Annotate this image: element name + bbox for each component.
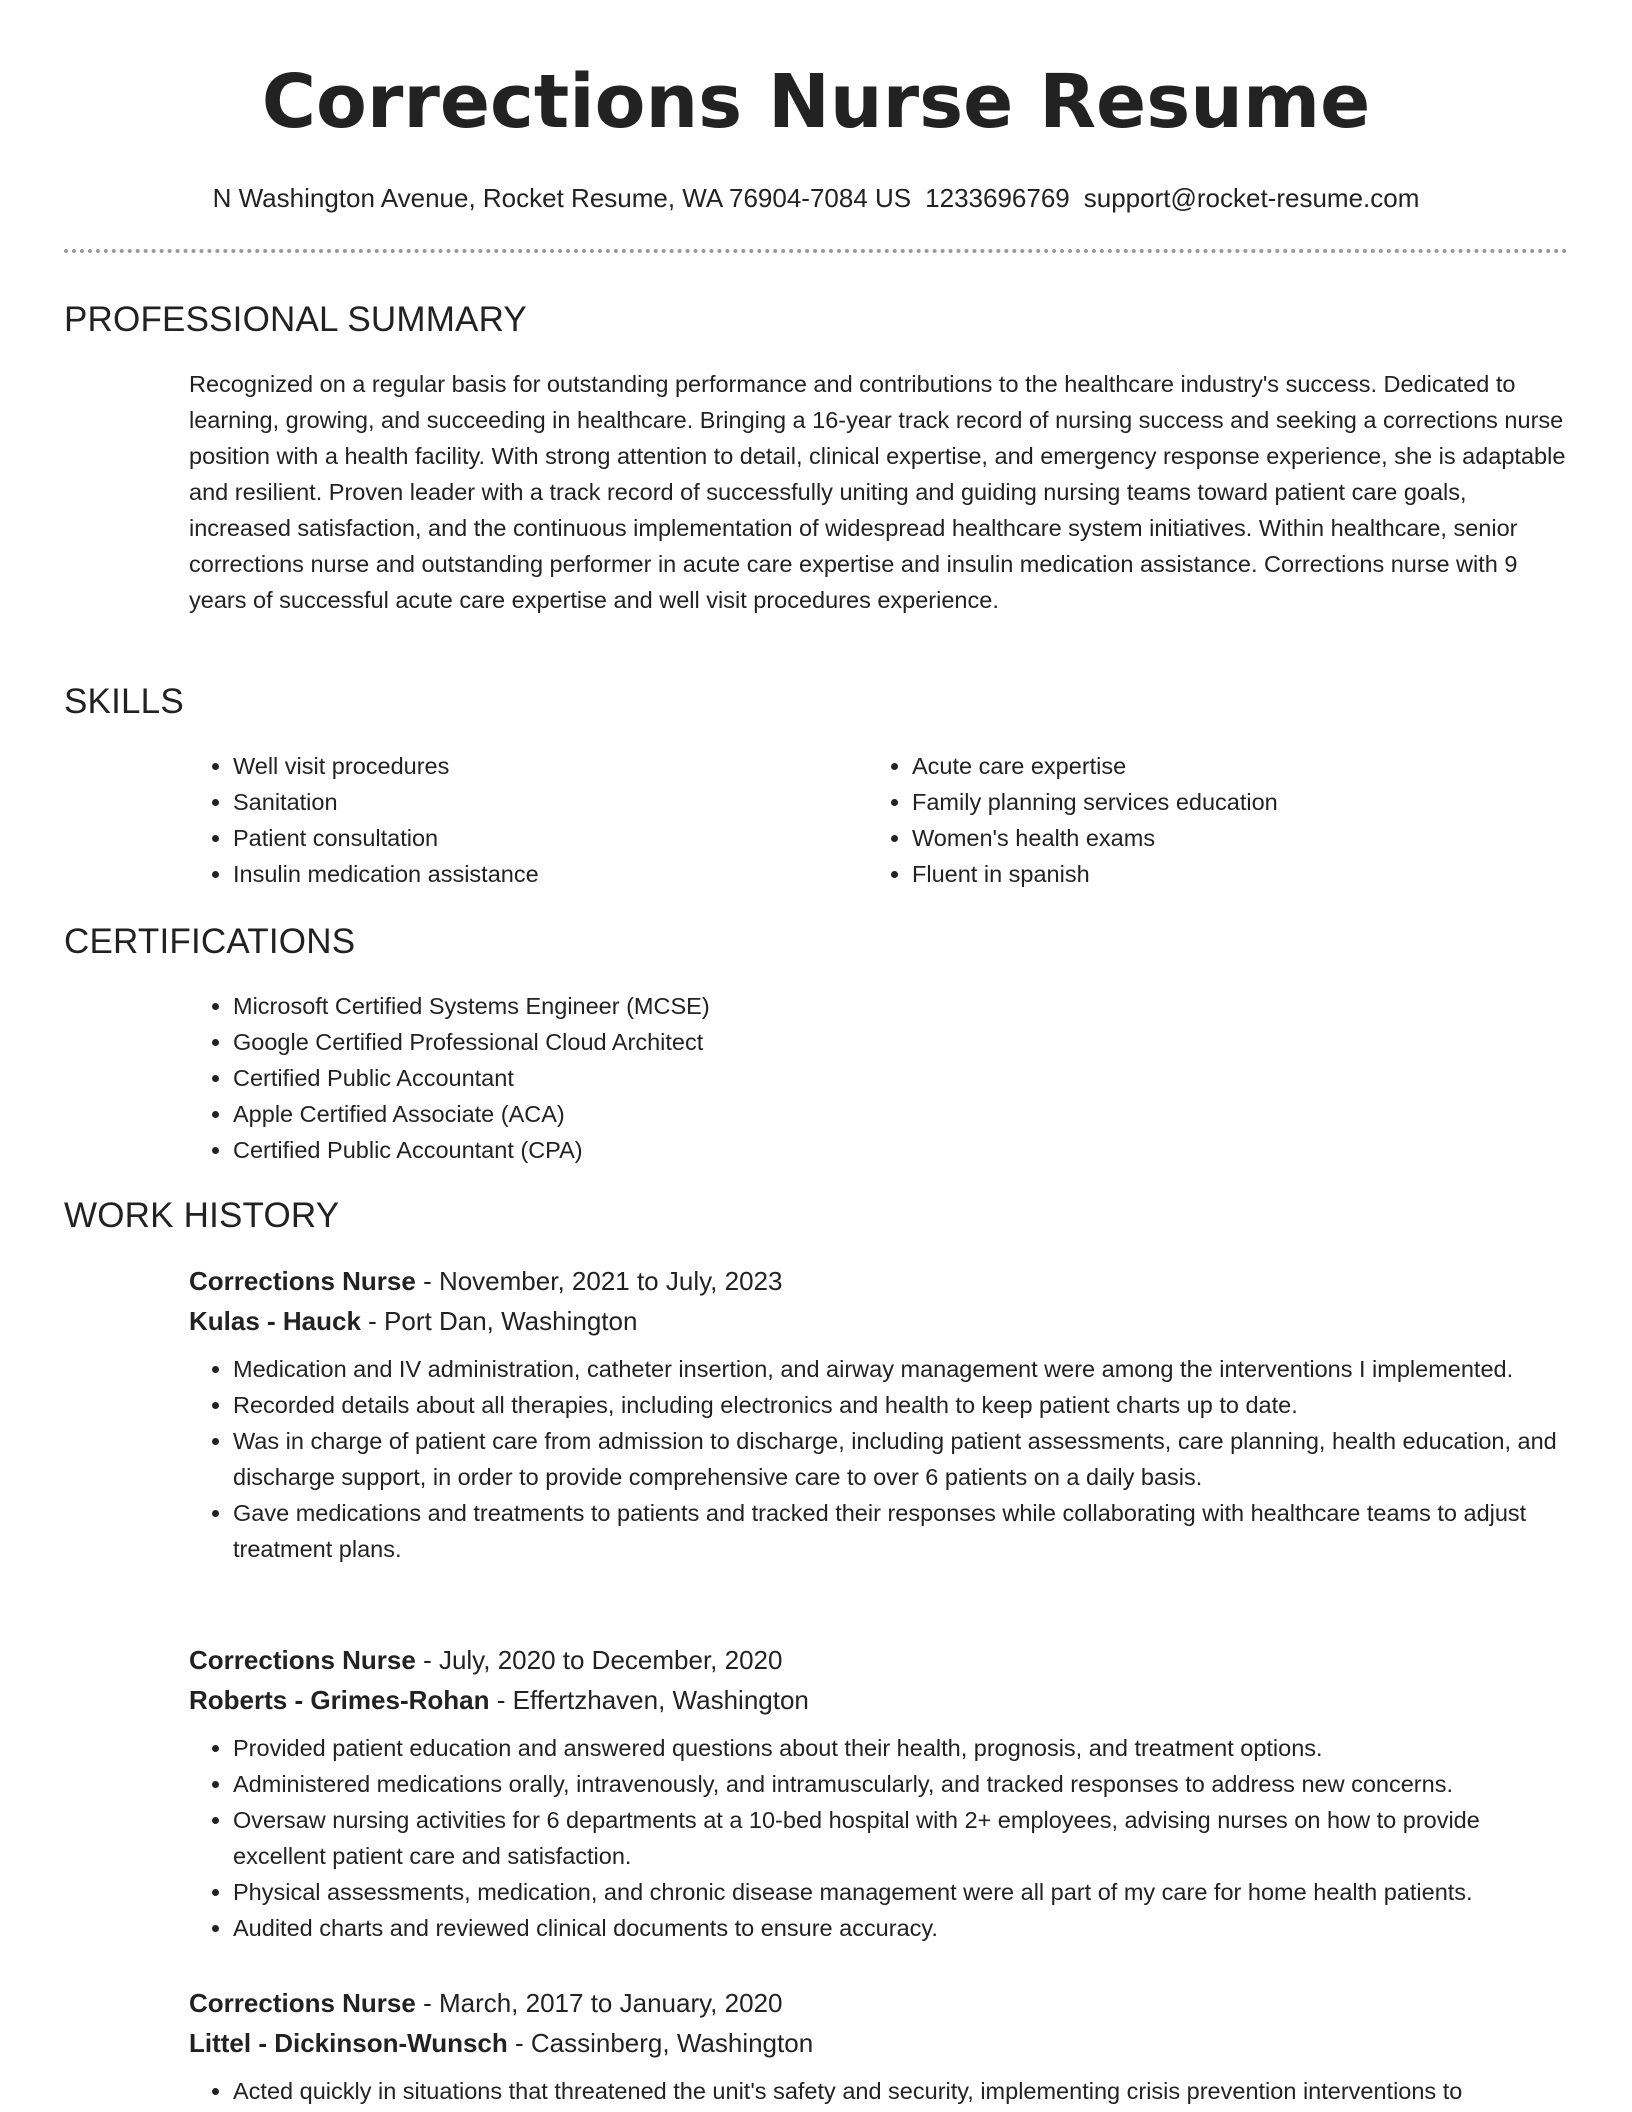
job-title: Corrections Nurse bbox=[189, 1988, 416, 2018]
contact-phone: 1233696769 bbox=[925, 183, 1070, 213]
job-dates: - July, 2020 to December, 2020 bbox=[415, 1645, 783, 1675]
skill-item: • Sanitation bbox=[233, 784, 829, 820]
job-bullet: • Was in charge of patient care from admission to discharge, including patient assessments, care planning, health education, and discharge support, in order to provide comprehensive care to over 6 patients on a daily basis. bbox=[233, 1423, 1569, 1495]
certification-item: • Apple Certified Associate (ACA) bbox=[233, 1096, 1289, 1132]
skill-item: • Fluent in spanish bbox=[912, 856, 1508, 892]
job-bullet: • Medication and IV administration, catheter insertion, and airway management were among the interventions I implemented. bbox=[233, 1351, 1569, 1387]
contact-address: N Washington Avenue, Rocket Resume, WA 76904-7084 US bbox=[212, 183, 912, 213]
summary-text: Recognized on a regular basis for outstanding performance and contributions to the healthcare industry's success. Dedicated to learning, growing, and succeeding in healthcare. Bringing a 16-year track record of nursing success and seeking a corrections nurse position with a health facility. With strong attention to detail, clinical expertise, and emergency response experience, she is adaptable and resilient. Proven leader with a track record of successfully uniting and guiding nursing teams toward patient care goals, increased satisfaction, and the continuous implementation of widespread healthcare system initiatives. Within healthcare, senior corrections nurse and outstanding performer in acute care expertise and insulin medication assistance. Corrections nurse with 9 years of successful acute care expertise and well visit procedures experience. bbox=[189, 371, 1566, 613]
job-company-line bbox=[189, 2023, 1569, 2063]
summary-heading: PROFESSIONAL SUMMARY bbox=[64, 300, 527, 339]
skill-item: • Insulin medication assistance bbox=[233, 856, 829, 892]
skill-item: • Well visit procedures bbox=[233, 748, 829, 784]
job-bullet: • Oversaw nursing activities for 6 departments at a 10-bed hospital with 2+ employees, advising nurses on how to provide excellent patient care and satisfaction. bbox=[233, 1802, 1569, 1874]
job-company-line bbox=[189, 1301, 1569, 1341]
job-title-line bbox=[189, 1261, 1569, 1301]
job-dates: - November, 2021 to July, 2023 bbox=[415, 1266, 783, 1296]
job-bullets bbox=[189, 1351, 1569, 1567]
job-entry bbox=[189, 1983, 1569, 2109]
skill-item: • Family planning services education bbox=[912, 784, 1508, 820]
job-location: - Effertzhaven, Washington bbox=[489, 1685, 809, 1715]
job-company-line bbox=[189, 1680, 1569, 1720]
job-title: Corrections Nurse bbox=[189, 1266, 416, 1296]
job-bullet: • Recorded details about all therapies, including electronics and health to keep patient charts up to date. bbox=[233, 1387, 1569, 1423]
skills-column-left bbox=[189, 748, 829, 892]
contact-line bbox=[0, 180, 1632, 216]
skill-item: • Acute care expertise bbox=[912, 748, 1508, 784]
job-company: Roberts - Grimes-Rohan bbox=[189, 1685, 490, 1715]
job-location: - Port Dan, Washington bbox=[360, 1306, 638, 1336]
certification-item: • Certified Public Accountant (CPA) bbox=[233, 1132, 1289, 1168]
work-history-heading: WORK HISTORY bbox=[64, 1196, 340, 1235]
job-bullet: • Audited charts and reviewed clinical documents to ensure accuracy. bbox=[233, 1910, 1569, 1946]
job-bullets bbox=[189, 2073, 1569, 2109]
job-bullet: • Administered medications orally, intravenously, and intramuscularly, and tracked responses to address new concerns. bbox=[233, 1766, 1569, 1802]
job-title-line bbox=[189, 1983, 1569, 2023]
job-bullet: • Acted quickly in situations that threatened the unit's safety and security, implementing crisis prevention interventions to bbox=[233, 2073, 1569, 2109]
job-company: Kulas - Hauck bbox=[189, 1306, 361, 1336]
skill-item: • Women's health exams bbox=[912, 820, 1508, 856]
certification-item: • Google Certified Professional Cloud Architect bbox=[233, 1024, 1289, 1060]
job-company: Littel - Dickinson-Wunsch bbox=[189, 2028, 508, 2058]
job-entry bbox=[189, 1640, 1569, 1946]
skills-column-right bbox=[868, 748, 1508, 892]
job-location: - Cassinberg, Washington bbox=[507, 2028, 814, 2058]
resume-title: Corrections Nurse Resume bbox=[261, 59, 1371, 145]
job-bullet: • Provided patient education and answered questions about their health, prognosis, and treatment options. bbox=[233, 1730, 1569, 1766]
certifications-list bbox=[189, 988, 1289, 1168]
skills-heading: SKILLS bbox=[64, 682, 184, 721]
job-bullet: • Gave medications and treatments to patients and tracked their responses while collaborating with healthcare teams to adjust treatment plans. bbox=[233, 1495, 1569, 1567]
job-bullets bbox=[189, 1730, 1569, 1946]
header-divider bbox=[64, 249, 1568, 253]
job-bullet: • Physical assessments, medication, and chronic disease management were all part of my care for home health patients. bbox=[233, 1874, 1569, 1910]
job-title: Corrections Nurse bbox=[189, 1645, 416, 1675]
certifications-heading: CERTIFICATIONS bbox=[64, 922, 356, 961]
certification-item: • Certified Public Accountant bbox=[233, 1060, 1289, 1096]
skill-item: • Patient consultation bbox=[233, 820, 829, 856]
job-title-line bbox=[189, 1640, 1569, 1680]
job-dates: - March, 2017 to January, 2020 bbox=[415, 1988, 783, 2018]
job-entry bbox=[189, 1261, 1569, 1567]
certification-item: • Microsoft Certified Systems Engineer (MCSE) bbox=[233, 988, 1289, 1024]
contact-email[interactable]: support@rocket-resume.com bbox=[1083, 183, 1420, 213]
